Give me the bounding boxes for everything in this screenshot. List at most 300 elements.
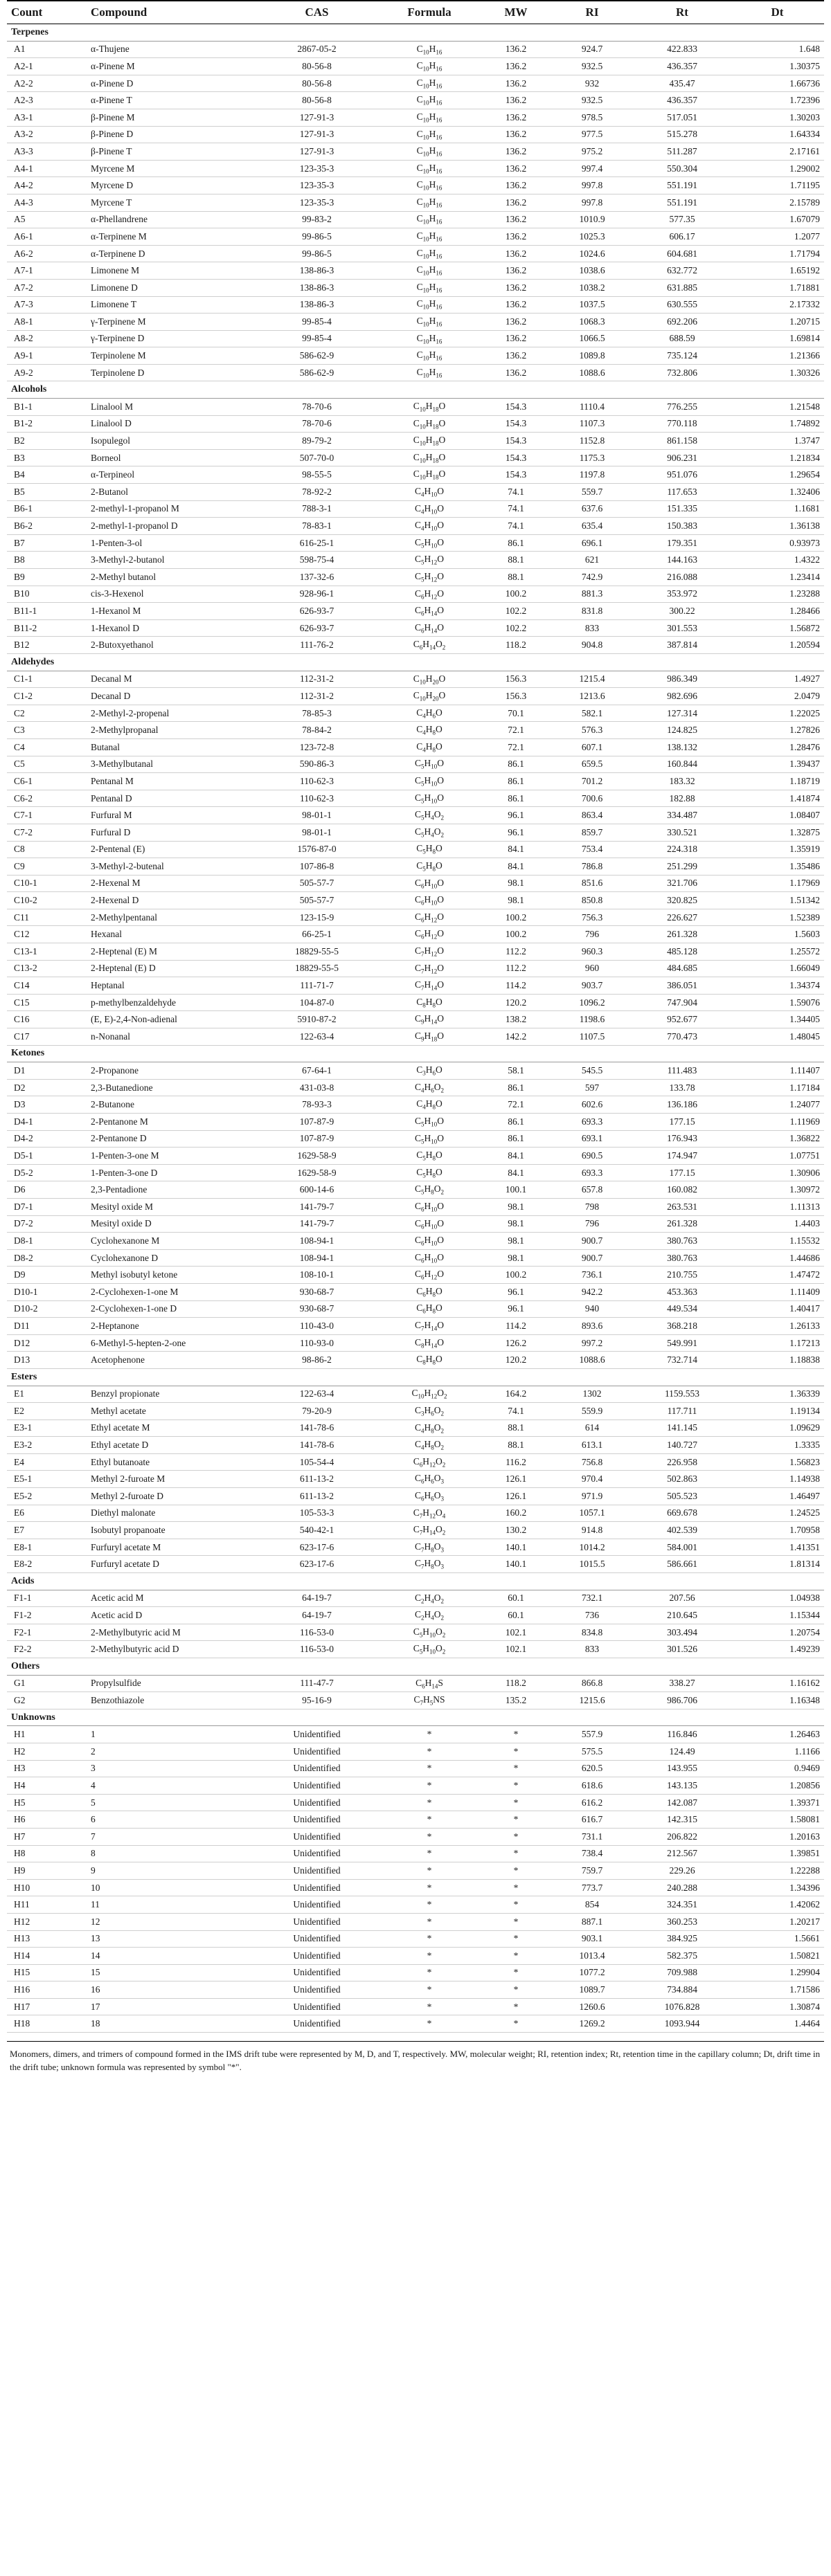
cell-dt: 1.35919 <box>731 841 824 858</box>
cell-formula: $C_7H_8O_3$ <box>377 1539 481 1556</box>
cell-count: D4-1 <box>7 1114 87 1131</box>
cell-count: H16 <box>7 1981 87 1999</box>
cell-rt: 240.288 <box>634 1879 731 1896</box>
cell-formula: $C_{10}H_{18}O$ <box>377 466 481 484</box>
table-row <box>7 1862 824 1880</box>
cell-cas: 116-53-0 <box>256 1624 377 1641</box>
cell-compound: Terpinolene M <box>87 347 256 365</box>
table-row <box>7 1233 824 1250</box>
cell-ri: 997.8 <box>551 194 634 211</box>
cell-compound: 2-methyl-1-propanol M <box>87 500 256 518</box>
cell-mw: * <box>481 1930 551 1948</box>
cell-compound: Methyl 2-furoate D <box>87 1488 256 1505</box>
table-row <box>7 705 824 722</box>
cell-formula: * <box>377 1743 481 1760</box>
cell-ri: 1014.2 <box>551 1539 634 1556</box>
cell-ri: 557.9 <box>551 1726 634 1743</box>
cell-count: D10-2 <box>7 1300 87 1318</box>
cell-dt: 1.09629 <box>731 1419 824 1437</box>
cell-mw: 136.2 <box>481 143 551 161</box>
cell-formula: $C_6H_{12}O$ <box>377 1267 481 1284</box>
cell-formula: $C_9H_{18}O$ <box>377 1028 481 1046</box>
cell-rt: 422.833 <box>634 41 731 58</box>
cell-rt: 380.763 <box>634 1233 731 1250</box>
cell-rt: 688.59 <box>634 330 731 347</box>
cell-compound: p-methylbenzaldehyde <box>87 994 256 1011</box>
cell-ri: 1038.2 <box>551 279 634 296</box>
table-row <box>7 1811 824 1829</box>
cell-mw: 120.2 <box>481 994 551 1011</box>
cell-mw: 98.1 <box>481 1215 551 1233</box>
cell-formula: $C_{10}H_{16}$ <box>377 58 481 75</box>
cell-ri: 900.7 <box>551 1233 634 1250</box>
cell-dt: 1.66049 <box>731 960 824 977</box>
cell-mw: 98.1 <box>481 1233 551 1250</box>
cell-cas: 616-25-1 <box>256 534 377 552</box>
cell-cas: 98-01-1 <box>256 824 377 841</box>
cell-formula: $C_{10}H_{16}$ <box>377 296 481 314</box>
cell-cas: 123-35-3 <box>256 160 377 177</box>
cell-mw: 98.1 <box>481 875 551 892</box>
cell-formula: * <box>377 1845 481 1862</box>
cell-compound: 4 <box>87 1777 256 1795</box>
group-title: Unknowns <box>7 1709 824 1726</box>
cell-mw: * <box>481 1777 551 1795</box>
cell-mw: 84.1 <box>481 841 551 858</box>
cell-ri: 618.6 <box>551 1777 634 1795</box>
table-row <box>7 1352 824 1369</box>
cell-cas: 5910-87-2 <box>256 1011 377 1028</box>
cell-cas: 78-70-6 <box>256 399 377 416</box>
cell-ri: 1198.6 <box>551 1011 634 1028</box>
cell-cas: 1629-58-9 <box>256 1164 377 1181</box>
cell-ri: 1302 <box>551 1386 634 1403</box>
cell-dt: 1.1681 <box>731 500 824 518</box>
cell-cas: Unidentified <box>256 1811 377 1829</box>
cell-cas: 123-15-9 <box>256 909 377 926</box>
table-row <box>7 858 824 876</box>
cell-dt: 1.11409 <box>731 1283 824 1300</box>
cell-cas: 78-85-3 <box>256 705 377 722</box>
group-title: Acids <box>7 1573 824 1590</box>
cell-count: A4-2 <box>7 177 87 194</box>
header-dt: Dt <box>731 1 824 24</box>
cell-mw: 86.1 <box>481 790 551 807</box>
cell-rt: 133.78 <box>634 1079 731 1096</box>
cell-compound: Furfuryl acetate M <box>87 1539 256 1556</box>
group-title: Alcohols <box>7 381 824 399</box>
cell-dt: 1.36339 <box>731 1386 824 1403</box>
cell-cas: 107-87-9 <box>256 1130 377 1148</box>
cell-mw: 156.3 <box>481 688 551 705</box>
cell-mw: 88.1 <box>481 1419 551 1437</box>
cell-count: A5 <box>7 211 87 228</box>
cell-dt: 1.74892 <box>731 415 824 433</box>
cell-dt: 1.14938 <box>731 1471 824 1488</box>
cell-ri: 914.8 <box>551 1522 634 1539</box>
cell-dt: 1.50821 <box>731 1948 824 1965</box>
cell-ri: 1025.3 <box>551 228 634 246</box>
table-row <box>7 1794 824 1811</box>
cell-cas: 110-62-3 <box>256 790 377 807</box>
cell-rt: 435.47 <box>634 75 731 92</box>
table-row <box>7 1028 824 1046</box>
cell-rt: 776.255 <box>634 399 731 416</box>
cell-count: F1-1 <box>7 1590 87 1607</box>
cell-mw: * <box>481 1948 551 1965</box>
cell-dt: 1.70958 <box>731 1522 824 1539</box>
cell-compound: 2-Hexenal M <box>87 875 256 892</box>
cell-mw: 112.2 <box>481 943 551 961</box>
table-row <box>7 603 824 620</box>
cell-cas: 98-86-2 <box>256 1352 377 1369</box>
table-row <box>7 1419 824 1437</box>
cell-rt: 584.001 <box>634 1539 731 1556</box>
cell-cas: 137-32-6 <box>256 569 377 586</box>
table-row <box>7 92 824 109</box>
cell-ri: 659.5 <box>551 756 634 773</box>
cell-mw: 72.1 <box>481 738 551 756</box>
cell-dt: 1.30874 <box>731 1998 824 2015</box>
cell-rt: 734.884 <box>634 1981 731 1999</box>
cell-count: F2-1 <box>7 1624 87 1641</box>
cell-compound: Heptanal <box>87 977 256 995</box>
cell-formula: $C_6H_{10}O$ <box>377 1249 481 1267</box>
cell-mw: 100.2 <box>481 1267 551 1284</box>
cell-rt: 224.318 <box>634 841 731 858</box>
cell-dt: 1.20715 <box>731 314 824 331</box>
cell-formula: * <box>377 1896 481 1914</box>
cell-rt: 485.128 <box>634 943 731 961</box>
cell-cas: 98-01-1 <box>256 807 377 824</box>
cell-dt: 1.67079 <box>731 211 824 228</box>
cell-formula: $C_5H_{10}O$ <box>377 790 481 807</box>
cell-mw: 154.3 <box>481 466 551 484</box>
cell-ri: 756.3 <box>551 909 634 926</box>
cell-ri: 736.1 <box>551 1267 634 1284</box>
cell-formula: $C_6H_{10}O$ <box>377 892 481 909</box>
cell-mw: 88.1 <box>481 552 551 569</box>
cell-compound: 1-Hexanol D <box>87 619 256 637</box>
cell-formula: $C_2H_4O_2$ <box>377 1607 481 1624</box>
table-row <box>7 1607 824 1624</box>
cell-cas: 95-16-9 <box>256 1692 377 1709</box>
cell-mw: 60.1 <box>481 1607 551 1624</box>
cell-ri: 732.1 <box>551 1590 634 1607</box>
table-row <box>7 722 824 739</box>
cell-ri: 786.8 <box>551 858 634 876</box>
cell-compound: Limonene T <box>87 296 256 314</box>
cell-dt: 1.648 <box>731 41 824 58</box>
cell-mw: 88.1 <box>481 569 551 586</box>
table-row <box>7 58 824 75</box>
cell-compound: α-Phellandrene <box>87 211 256 228</box>
cell-count: A9-2 <box>7 364 87 381</box>
table-row <box>7 75 824 92</box>
cell-dt: 1.19134 <box>731 1403 824 1420</box>
cell-dt: 1.34396 <box>731 1879 824 1896</box>
cell-cas: 600-14-6 <box>256 1181 377 1199</box>
cell-compound: 1 <box>87 1726 256 1743</box>
cell-count: F2-2 <box>7 1641 87 1658</box>
cell-count: H10 <box>7 1879 87 1896</box>
table-row <box>7 1828 824 1845</box>
cell-mw: 74.1 <box>481 518 551 535</box>
cell-ri: 1215.4 <box>551 671 634 688</box>
cell-count: H14 <box>7 1948 87 1965</box>
cell-dt: 1.18719 <box>731 773 824 790</box>
cell-compound: 6-Methyl-5-hepten-2-one <box>87 1334 256 1352</box>
cell-cas: 64-19-7 <box>256 1590 377 1607</box>
cell-cas: 64-19-7 <box>256 1607 377 1624</box>
cell-formula: $C_6H_{10}O$ <box>377 1198 481 1215</box>
table-row <box>7 756 824 773</box>
cell-mw: 74.1 <box>481 1403 551 1420</box>
table-footnote: Monomers, dimers, and trimers of compound formed in the IMS drift tube were represented by M, D, and T, respectively. MW, molecular weight; RI, retention index; Rt, retention time in the capillary column; Dt, drift time in the drift tube; unknown formula was represented by symbol "*". <box>7 2041 824 2074</box>
cell-dt: 1.30906 <box>731 1164 824 1181</box>
cell-ri: 1089.7 <box>551 1981 634 1999</box>
cell-rt: 484.685 <box>634 960 731 977</box>
cell-formula: * <box>377 1913 481 1930</box>
cell-rt: 951.076 <box>634 466 731 484</box>
group-title: Terpenes <box>7 24 824 42</box>
cell-cas: 111-47-7 <box>256 1675 377 1692</box>
cell-formula: $C_{10}H_{18}O$ <box>377 399 481 416</box>
cell-count: B3 <box>7 449 87 466</box>
cell-compound: 8 <box>87 1845 256 1862</box>
cell-mw: 140.1 <box>481 1556 551 1573</box>
cell-formula: $C_{10}H_{16}$ <box>377 194 481 211</box>
cell-compound: 18 <box>87 2015 256 2033</box>
cell-rt: 436.357 <box>634 58 731 75</box>
cell-formula: $C_7H_5NS$ <box>377 1692 481 1709</box>
cell-mw: 136.2 <box>481 296 551 314</box>
cell-formula: $C_{10}H_{16}$ <box>377 279 481 296</box>
cell-ri: 960.3 <box>551 943 634 961</box>
cell-ri: 1088.6 <box>551 1352 634 1369</box>
table-row <box>7 466 824 484</box>
cell-count: D7-2 <box>7 1215 87 1233</box>
cell-formula: $C_6H_{14}O_2$ <box>377 637 481 654</box>
cell-dt: 1.5603 <box>731 926 824 943</box>
cell-rt: 549.991 <box>634 1334 731 1352</box>
cell-dt: 1.48045 <box>731 1028 824 1046</box>
cell-dt: 1.69814 <box>731 330 824 347</box>
cell-rt: 582.375 <box>634 1948 731 1965</box>
cell-count: E3-2 <box>7 1437 87 1454</box>
table-row <box>7 1726 824 1743</box>
cell-compound: 2-Methylpropanal <box>87 722 256 739</box>
cell-rt: 604.681 <box>634 245 731 262</box>
cell-ri: 904.8 <box>551 637 634 654</box>
cell-mw: 140.1 <box>481 1539 551 1556</box>
cell-mw: 136.2 <box>481 211 551 228</box>
cell-dt: 1.58081 <box>731 1811 824 1829</box>
cell-count: A1 <box>7 41 87 58</box>
cell-rt: 577.35 <box>634 211 731 228</box>
cell-cas: 78-70-6 <box>256 415 377 433</box>
cell-compound: α-Terpineol <box>87 466 256 484</box>
cell-compound: Furfuryl acetate D <box>87 1556 256 1573</box>
cell-cas: 99-85-4 <box>256 314 377 331</box>
table-row <box>7 773 824 790</box>
cell-ri: 613.1 <box>551 1437 634 1454</box>
cell-ri: 1269.2 <box>551 2015 634 2033</box>
cell-formula: $C_{10}H_{16}$ <box>377 314 481 331</box>
cell-dt: 1.04938 <box>731 1590 824 1607</box>
cell-compound: 9 <box>87 1862 256 1880</box>
cell-formula: $C_5H_{10}O_2$ <box>377 1641 481 1658</box>
cell-mw: 118.2 <box>481 637 551 654</box>
cell-mw: 164.2 <box>481 1386 551 1403</box>
cell-rt: 212.567 <box>634 1845 731 1862</box>
cell-cas: 507-70-0 <box>256 449 377 466</box>
cell-mw: 154.3 <box>481 415 551 433</box>
table-row <box>7 1488 824 1505</box>
cell-mw: * <box>481 1964 551 1981</box>
cell-ri: 851.6 <box>551 875 634 892</box>
cell-cas: 112-31-2 <box>256 688 377 705</box>
cell-dt: 1.81314 <box>731 1556 824 1573</box>
cell-dt: 1.59076 <box>731 994 824 1011</box>
cell-compound: α-Pinene M <box>87 58 256 75</box>
cell-cas: 1629-58-9 <box>256 1148 377 1165</box>
table-row <box>7 1845 824 1862</box>
cell-count: H4 <box>7 1777 87 1795</box>
cell-count: A8-2 <box>7 330 87 347</box>
cell-ri: 1013.4 <box>551 1948 634 1965</box>
cell-count: F1-2 <box>7 1607 87 1624</box>
cell-count: H1 <box>7 1726 87 1743</box>
cell-count: B6-2 <box>7 518 87 535</box>
cell-dt: 1.11969 <box>731 1114 824 1131</box>
cell-compound: 2-Butoxyethanol <box>87 637 256 654</box>
cell-compound: 1-Hexanol M <box>87 603 256 620</box>
cell-ri: 960 <box>551 960 634 977</box>
header-count: Count <box>7 1 87 24</box>
table-row <box>7 109 824 126</box>
cell-dt: 1.20217 <box>731 1913 824 1930</box>
cell-count: H9 <box>7 1862 87 1880</box>
cell-cas: 110-93-0 <box>256 1334 377 1352</box>
cell-dt: 1.4403 <box>731 1215 824 1233</box>
cell-compound: 1-Penten-3-one D <box>87 1164 256 1181</box>
cell-formula: * <box>377 1828 481 1845</box>
table-header <box>7 1 824 24</box>
cell-rt: 606.17 <box>634 228 731 246</box>
cell-ri: 1066.5 <box>551 330 634 347</box>
cell-dt: 1.29904 <box>731 1964 824 1981</box>
cell-cas: 116-53-0 <box>256 1641 377 1658</box>
cell-count: D7-1 <box>7 1198 87 1215</box>
cell-mw: 98.1 <box>481 1198 551 1215</box>
group-title: Aldehydes <box>7 653 824 671</box>
cell-compound: Limonene M <box>87 262 256 280</box>
cell-cas: 104-87-0 <box>256 994 377 1011</box>
cell-rt: 176.943 <box>634 1130 731 1148</box>
cell-compound: 3-Methyl-2-butenal <box>87 858 256 876</box>
cell-rt: 301.526 <box>634 1641 731 1658</box>
cell-cas: 110-62-3 <box>256 773 377 790</box>
cell-ri: 602.6 <box>551 1096 634 1114</box>
cell-dt: 1.40417 <box>731 1300 824 1318</box>
cell-formula: $C_5H_{10}O$ <box>377 534 481 552</box>
cell-ri: 796 <box>551 1215 634 1233</box>
cell-mw: 154.3 <box>481 449 551 466</box>
cell-count: G2 <box>7 1692 87 1709</box>
cell-dt: 1.07751 <box>731 1148 824 1165</box>
cell-compound: Decanal M <box>87 671 256 688</box>
cell-cas: 590-86-3 <box>256 756 377 773</box>
cell-formula: $C_5H_{12}O$ <box>377 569 481 586</box>
cell-ri: 977.5 <box>551 126 634 143</box>
cell-ri: 1110.4 <box>551 399 634 416</box>
table-row <box>7 1930 824 1948</box>
cell-dt: 1.24077 <box>731 1096 824 1114</box>
table-row <box>7 2015 824 2033</box>
cell-dt: 1.08407 <box>731 807 824 824</box>
cell-mw: 98.1 <box>481 1249 551 1267</box>
cell-mw: 136.2 <box>481 364 551 381</box>
cell-cas: 80-56-8 <box>256 58 377 75</box>
cell-mw: 96.1 <box>481 824 551 841</box>
cell-mw: 112.2 <box>481 960 551 977</box>
cell-formula: $C_6H_{10}O$ <box>377 1233 481 1250</box>
cell-compound: Limonene D <box>87 279 256 296</box>
cell-rt: 303.494 <box>634 1624 731 1641</box>
cell-ri: 1057.1 <box>551 1505 634 1522</box>
cell-rt: 380.763 <box>634 1249 731 1267</box>
cell-dt: 1.52389 <box>731 909 824 926</box>
cell-compound: 5 <box>87 1794 256 1811</box>
cell-compound: γ-Terpinene D <box>87 330 256 347</box>
cell-compound: γ-Terpinene M <box>87 314 256 331</box>
cell-formula: * <box>377 1760 481 1777</box>
cell-dt: 1.17213 <box>731 1334 824 1352</box>
cell-ri: 693.3 <box>551 1164 634 1181</box>
cell-rt: 226.627 <box>634 909 731 926</box>
cell-cas: 67-64-1 <box>256 1062 377 1080</box>
cell-compound: 1-Penten-3-one M <box>87 1148 256 1165</box>
cell-cas: 928-96-1 <box>256 586 377 603</box>
cell-count: C1-1 <box>7 671 87 688</box>
cell-cas: Unidentified <box>256 1743 377 1760</box>
cell-mw: 136.2 <box>481 279 551 296</box>
cell-ri: 978.5 <box>551 109 634 126</box>
cell-dt: 1.17184 <box>731 1079 824 1096</box>
cell-compound: 6 <box>87 1811 256 1829</box>
cell-formula: $C_{10}H_{20}O$ <box>377 671 481 688</box>
cell-compound: n-Nonanal <box>87 1028 256 1046</box>
cell-rt: 735.124 <box>634 347 731 365</box>
cell-dt: 1.71195 <box>731 177 824 194</box>
cell-rt: 229.26 <box>634 1862 731 1880</box>
cell-cas: 141-78-6 <box>256 1419 377 1437</box>
cell-ri: 932 <box>551 75 634 92</box>
cell-mw: 142.2 <box>481 1028 551 1046</box>
cell-formula: $C_6H_{14}O$ <box>377 619 481 637</box>
table-row <box>7 1624 824 1641</box>
cell-cas: Unidentified <box>256 1964 377 1981</box>
cell-ri: 798 <box>551 1198 634 1215</box>
table-row <box>7 1556 824 1573</box>
cell-count: D8-2 <box>7 1249 87 1267</box>
cell-formula: $C_5H_{12}O$ <box>377 552 481 569</box>
cell-mw: * <box>481 2015 551 2033</box>
cell-cas: 586-62-9 <box>256 347 377 365</box>
cell-mw: * <box>481 1879 551 1896</box>
cell-mw: * <box>481 1828 551 1845</box>
